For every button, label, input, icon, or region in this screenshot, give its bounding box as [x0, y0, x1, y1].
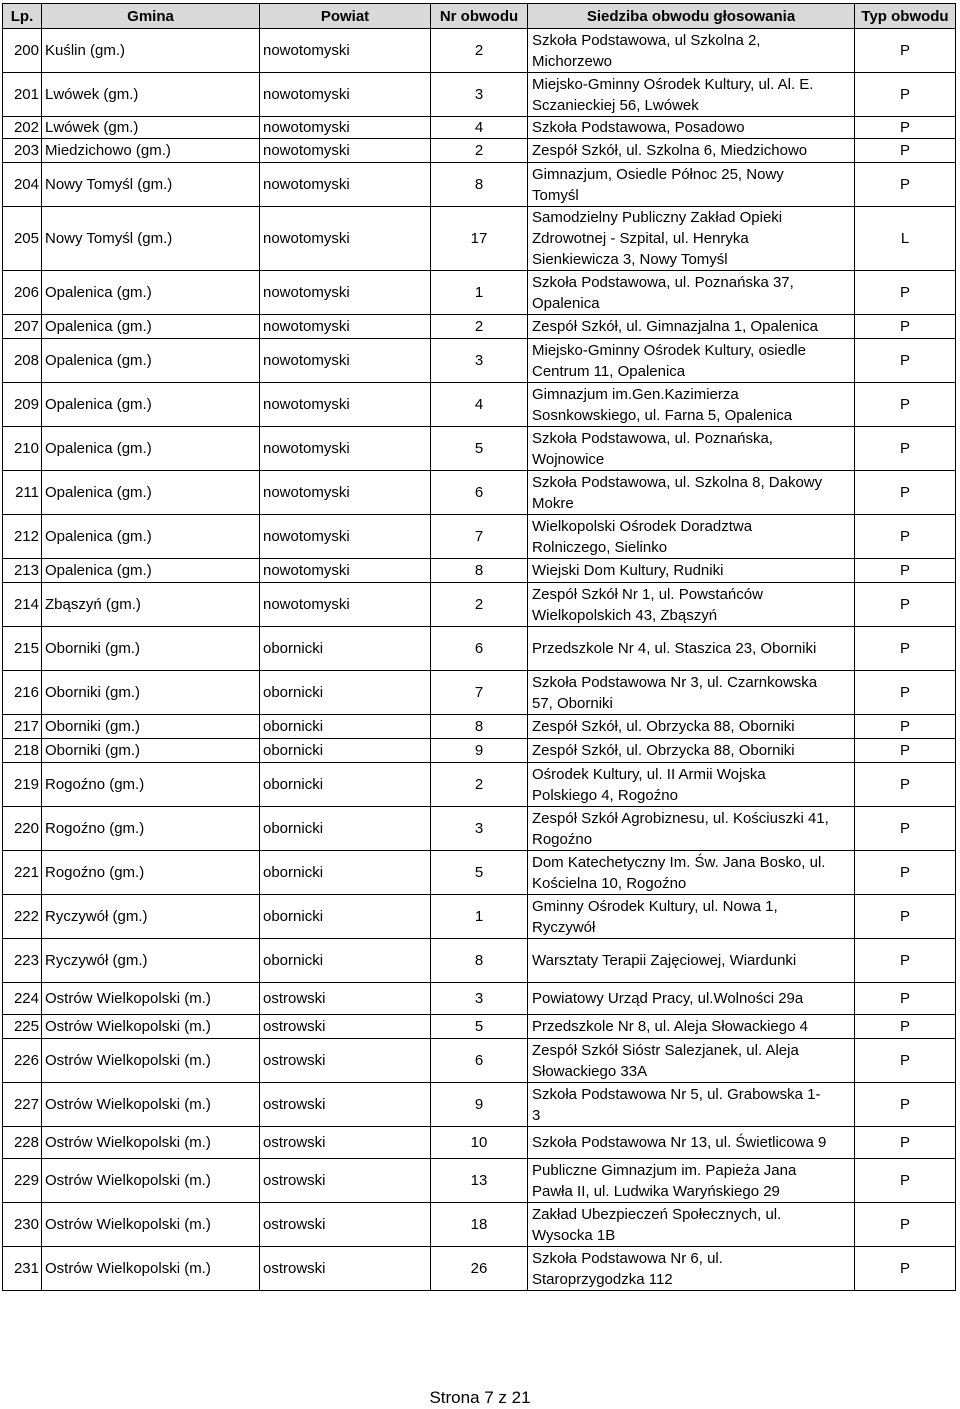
- cell-siedziba: [528, 471, 855, 515]
- cell-siedziba: [528, 427, 855, 471]
- cell-nr-obwodu: 5: [431, 1015, 528, 1039]
- cell-powiat: nowotomyski: [260, 117, 431, 139]
- siedziba-line: Zespół Szkół, ul. Obrzycka 88, Oborniki: [532, 742, 795, 759]
- cell-siedziba: [528, 117, 855, 139]
- cell-nr-obwodu: 7: [431, 671, 528, 715]
- table-row: [3, 1247, 956, 1291]
- table-row: [3, 339, 956, 383]
- cell-powiat: obornicki: [260, 739, 431, 763]
- cell-gmina: Ostrów Wielkopolski (m.): [42, 1039, 260, 1083]
- cell-siedziba: [528, 1247, 855, 1291]
- cell-lp: 201: [3, 73, 42, 117]
- cell-siedziba: [528, 1039, 855, 1083]
- cell-nr-obwodu: 2: [431, 763, 528, 807]
- cell-powiat: ostrowski: [260, 1159, 431, 1203]
- cell-gmina: Oborniki (gm.): [42, 627, 260, 671]
- cell-nr-obwodu: 3: [431, 339, 528, 383]
- cell-powiat: nowotomyski: [260, 315, 431, 339]
- cell-siedziba: [528, 983, 855, 1015]
- cell-nr-obwodu: 2: [431, 29, 528, 73]
- cell-siedziba: [528, 315, 855, 339]
- siedziba-line: Powiatowy Urząd Pracy, ul.Wolności 29a: [532, 990, 804, 1007]
- cell-gmina: Opalenica (gm.): [42, 515, 260, 559]
- cell-lp: 214: [3, 583, 42, 627]
- cell-siedziba: [528, 671, 855, 715]
- header-gmina: Gmina: [42, 4, 260, 29]
- cell-lp: 209: [3, 383, 42, 427]
- cell-siedziba: [528, 29, 855, 73]
- cell-nr-obwodu: 3: [431, 807, 528, 851]
- cell-gmina: Ostrów Wielkopolski (m.): [42, 1247, 260, 1291]
- header-powiat: Powiat: [260, 4, 431, 29]
- siedziba-line: Zespół Szkół, ul. Gimnazjalna 1, Opalenica: [532, 318, 818, 335]
- siedziba-line: Gimnazjum im.Gen.Kazimierza: [532, 385, 739, 403]
- cell-nr-obwodu: 4: [431, 383, 528, 427]
- cell-gmina: Ryczywół (gm.): [42, 895, 260, 939]
- siedziba-line: Wojnowice: [532, 450, 605, 468]
- siedziba-line: Sienkiewicza 3, Nowy Tomyśl: [532, 251, 728, 268]
- cell-gmina: Oborniki (gm.): [42, 671, 260, 715]
- cell-nr-obwodu: 6: [431, 471, 528, 515]
- siedziba-line: Wysocka 1B: [532, 1226, 616, 1244]
- cell-typ-obwodu: P: [855, 1015, 956, 1039]
- table-row: [3, 383, 956, 427]
- cell-gmina: Lwówek (gm.): [42, 117, 260, 139]
- cell-nr-obwodu: 6: [431, 627, 528, 671]
- cell-siedziba: [528, 515, 855, 559]
- cell-lp: 216: [3, 671, 42, 715]
- cell-nr-obwodu: 1: [431, 271, 528, 315]
- cell-typ-obwodu: P: [855, 1247, 956, 1291]
- cell-siedziba: [528, 939, 855, 983]
- cell-typ-obwodu: P: [855, 583, 956, 627]
- table-row: [3, 939, 956, 983]
- siedziba-line: Publiczne Gimnazjum im. Papieża Jana: [532, 1161, 797, 1179]
- siedziba-line: Rolniczego, Sielinko: [532, 538, 668, 556]
- siedziba-line: Szkoła Podstawowa, ul. Szkolna 8, Dakowy: [532, 473, 823, 491]
- table-row: [3, 851, 956, 895]
- siedziba-line: Przedszkole Nr 4, ul. Staszica 23, Oborniki: [532, 640, 817, 657]
- cell-lp: 207: [3, 315, 42, 339]
- cell-lp: 211: [3, 471, 42, 515]
- cell-typ-obwodu: P: [855, 339, 956, 383]
- cell-nr-obwodu: 18: [431, 1203, 528, 1247]
- cell-powiat: nowotomyski: [260, 559, 431, 583]
- header-nr-obwodu: Nr obwodu: [431, 4, 528, 29]
- siedziba-line: Zespół Szkół, ul. Szkolna 6, Miedzichowo: [532, 142, 808, 159]
- cell-lp: 223: [3, 939, 42, 983]
- siedziba-line: Zespół Szkół, ul. Obrzycka 88, Oborniki: [532, 718, 795, 735]
- table-row: [3, 315, 956, 339]
- cell-nr-obwodu: 6: [431, 1039, 528, 1083]
- table-row: [3, 1159, 956, 1203]
- cell-gmina: Ostrów Wielkopolski (m.): [42, 983, 260, 1015]
- siedziba-line: Wielkopolski Ośrodek Doradztwa: [532, 517, 753, 535]
- siedziba-line: Ryczywół: [532, 918, 596, 936]
- cell-powiat: nowotomyski: [260, 29, 431, 73]
- cell-siedziba: [528, 207, 855, 271]
- cell-powiat: ostrowski: [260, 983, 431, 1015]
- table-row: [3, 471, 956, 515]
- cell-typ-obwodu: P: [855, 1159, 956, 1203]
- cell-lp: 217: [3, 715, 42, 739]
- cell-typ-obwodu: P: [855, 715, 956, 739]
- cell-gmina: Opalenica (gm.): [42, 271, 260, 315]
- cell-nr-obwodu: 3: [431, 983, 528, 1015]
- cell-nr-obwodu: 1: [431, 895, 528, 939]
- cell-siedziba: [528, 1127, 855, 1159]
- cell-siedziba: [528, 627, 855, 671]
- cell-nr-obwodu: 10: [431, 1127, 528, 1159]
- cell-typ-obwodu: P: [855, 983, 956, 1015]
- cell-siedziba: [528, 163, 855, 207]
- cell-gmina: Opalenica (gm.): [42, 339, 260, 383]
- siedziba-line: Szkoła Podstawowa Nr 13, ul. Świetlicowa 9: [532, 1134, 827, 1151]
- cell-typ-obwodu: P: [855, 1203, 956, 1247]
- cell-powiat: obornicki: [260, 851, 431, 895]
- cell-siedziba: [528, 139, 855, 163]
- cell-typ-obwodu: P: [855, 895, 956, 939]
- cell-powiat: nowotomyski: [260, 471, 431, 515]
- cell-gmina: Ostrów Wielkopolski (m.): [42, 1159, 260, 1203]
- table-row: [3, 427, 956, 471]
- cell-siedziba: [528, 1203, 855, 1247]
- cell-typ-obwodu: P: [855, 139, 956, 163]
- siedziba-line: Gimnazjum, Osiedle Północ 25, Nowy: [532, 165, 784, 183]
- siedziba-line: Miejsko-Gminny Ośrodek Kultury, osiedle: [532, 341, 806, 359]
- cell-typ-obwodu: P: [855, 383, 956, 427]
- cell-nr-obwodu: 17: [431, 207, 528, 271]
- cell-nr-obwodu: 2: [431, 583, 528, 627]
- cell-lp: 215: [3, 627, 42, 671]
- cell-nr-obwodu: 2: [431, 315, 528, 339]
- siedziba-line: Zakład Ubezpieczeń Społecznych, ul.: [532, 1205, 782, 1223]
- cell-lp: 227: [3, 1083, 42, 1127]
- cell-gmina: Opalenica (gm.): [42, 383, 260, 427]
- cell-gmina: Rogoźno (gm.): [42, 851, 260, 895]
- cell-gmina: Oborniki (gm.): [42, 715, 260, 739]
- polling-districts-table: [2, 3, 956, 1291]
- cell-powiat: obornicki: [260, 939, 431, 983]
- cell-lp: 230: [3, 1203, 42, 1247]
- cell-typ-obwodu: P: [855, 73, 956, 117]
- siedziba-line: Polskiego 4, Rogoźno: [532, 786, 678, 804]
- cell-lp: 224: [3, 983, 42, 1015]
- cell-gmina: Opalenica (gm.): [42, 315, 260, 339]
- cell-typ-obwodu: P: [855, 427, 956, 471]
- siedziba-line: Sczanieckiej 56, Lwówek: [532, 96, 699, 114]
- cell-powiat: ostrowski: [260, 1039, 431, 1083]
- table-row: [3, 715, 956, 739]
- cell-powiat: nowotomyski: [260, 139, 431, 163]
- siedziba-line: Tomyśl: [532, 186, 579, 204]
- cell-typ-obwodu: P: [855, 763, 956, 807]
- cell-siedziba: [528, 715, 855, 739]
- cell-lp: 203: [3, 139, 42, 163]
- siedziba-line: Opalenica: [532, 294, 600, 312]
- table-row: [3, 139, 956, 163]
- cell-lp: 219: [3, 763, 42, 807]
- cell-lp: 210: [3, 427, 42, 471]
- table-row: [3, 627, 956, 671]
- cell-powiat: nowotomyski: [260, 271, 431, 315]
- table-row: [3, 515, 956, 559]
- cell-siedziba: [528, 1159, 855, 1203]
- header-typ-obwodu: Typ obwodu: [855, 4, 956, 29]
- cell-powiat: obornicki: [260, 807, 431, 851]
- cell-lp: 222: [3, 895, 42, 939]
- cell-nr-obwodu: 5: [431, 851, 528, 895]
- cell-gmina: Oborniki (gm.): [42, 739, 260, 763]
- siedziba-line: Gminny Ośrodek Kultury, ul. Nowa 1,: [532, 897, 778, 915]
- cell-lp: 212: [3, 515, 42, 559]
- siedziba-line: Szkoła Podstawowa, ul Szkolna 2,: [532, 31, 761, 49]
- cell-powiat: nowotomyski: [260, 207, 431, 271]
- table-row: [3, 1203, 956, 1247]
- siedziba-line: Mokre: [532, 494, 574, 512]
- cell-powiat: nowotomyski: [260, 339, 431, 383]
- cell-powiat: obornicki: [260, 715, 431, 739]
- siedziba-line: Centrum 11, Opalenica: [532, 362, 686, 380]
- table-row: [3, 1083, 956, 1127]
- cell-nr-obwodu: 8: [431, 559, 528, 583]
- cell-nr-obwodu: 8: [431, 715, 528, 739]
- cell-gmina: Kuślin (gm.): [42, 29, 260, 73]
- cell-nr-obwodu: 8: [431, 163, 528, 207]
- table-row: [3, 73, 956, 117]
- cell-powiat: nowotomyski: [260, 73, 431, 117]
- table-row: [3, 983, 956, 1015]
- cell-typ-obwodu: P: [855, 939, 956, 983]
- header-siedziba: Siedziba obwodu głosowania: [528, 4, 855, 29]
- cell-lp: 200: [3, 29, 42, 73]
- cell-lp: 226: [3, 1039, 42, 1083]
- cell-siedziba: [528, 739, 855, 763]
- table-row: [3, 271, 956, 315]
- cell-typ-obwodu: P: [855, 807, 956, 851]
- cell-powiat: ostrowski: [260, 1083, 431, 1127]
- cell-typ-obwodu: P: [855, 851, 956, 895]
- siedziba-line: Kościelna 10, Rogoźno: [532, 874, 687, 892]
- cell-lp: 204: [3, 163, 42, 207]
- table-row: [3, 117, 956, 139]
- cell-gmina: Opalenica (gm.): [42, 559, 260, 583]
- cell-siedziba: [528, 271, 855, 315]
- cell-typ-obwodu: P: [855, 627, 956, 671]
- siedziba-line: Warsztaty Terapii Zajęciowej, Wiardunki: [532, 952, 797, 969]
- cell-siedziba: [528, 763, 855, 807]
- header-lp: Lp.: [3, 4, 42, 29]
- cell-powiat: ostrowski: [260, 1247, 431, 1291]
- siedziba-line: Szkoła Podstawowa, ul. Poznańska,: [532, 429, 773, 447]
- siedziba-line: Zespół Szkół Nr 1, ul. Powstańców: [532, 585, 763, 603]
- cell-typ-obwodu: P: [855, 1127, 956, 1159]
- cell-nr-obwodu: 9: [431, 739, 528, 763]
- cell-typ-obwodu: P: [855, 1083, 956, 1127]
- siedziba-line: 3: [532, 1106, 541, 1124]
- cell-typ-obwodu: P: [855, 1039, 956, 1083]
- cell-lp: 205: [3, 207, 42, 271]
- cell-nr-obwodu: 3: [431, 73, 528, 117]
- cell-lp: 225: [3, 1015, 42, 1039]
- cell-lp: 228: [3, 1127, 42, 1159]
- siedziba-line: Rogoźno: [532, 830, 593, 848]
- cell-powiat: nowotomyski: [260, 583, 431, 627]
- siedziba-line: Wiejski Dom Kultury, Rudniki: [532, 562, 724, 579]
- cell-powiat: nowotomyski: [260, 427, 431, 471]
- siedziba-line: Szkoła Podstawowa, ul. Poznańska 37,: [532, 273, 794, 291]
- page-footer: Strona 7 z 21: [429, 1388, 531, 1407]
- cell-typ-obwodu: P: [855, 671, 956, 715]
- table-row: [3, 1127, 956, 1159]
- cell-powiat: obornicki: [260, 895, 431, 939]
- siedziba-line: Zespół Szkół Sióstr Salezjanek, ul. Aleja: [532, 1041, 799, 1059]
- cell-typ-obwodu: P: [855, 471, 956, 515]
- table-row: [3, 559, 956, 583]
- cell-powiat: nowotomyski: [260, 163, 431, 207]
- table-row: [3, 895, 956, 939]
- cell-lp: 202: [3, 117, 42, 139]
- siedziba-line: Słowackiego 33A: [532, 1062, 648, 1080]
- table-row: [3, 207, 956, 271]
- siedziba-line: Michorzewo: [532, 52, 613, 70]
- cell-typ-obwodu: P: [855, 29, 956, 73]
- cell-nr-obwodu: 5: [431, 427, 528, 471]
- siedziba-line: Szkoła Podstawowa Nr 6, ul.: [532, 1249, 723, 1267]
- cell-lp: 231: [3, 1247, 42, 1291]
- cell-lp: 220: [3, 807, 42, 851]
- cell-gmina: Ostrów Wielkopolski (m.): [42, 1083, 260, 1127]
- siedziba-line: 57, Oborniki: [532, 694, 613, 712]
- siedziba-line: Staroprzygodzka 112: [532, 1270, 673, 1288]
- cell-typ-obwodu: P: [855, 117, 956, 139]
- cell-nr-obwodu: 26: [431, 1247, 528, 1291]
- cell-siedziba: [528, 1083, 855, 1127]
- cell-siedziba: [528, 383, 855, 427]
- siedziba-line: Wielkopolskich 43, Zbąszyń: [532, 606, 718, 624]
- cell-typ-obwodu: P: [855, 515, 956, 559]
- cell-siedziba: [528, 895, 855, 939]
- cell-nr-obwodu: 8: [431, 939, 528, 983]
- cell-powiat: nowotomyski: [260, 515, 431, 559]
- siedziba-line: Szkoła Podstawowa Nr 3, ul. Czarnkowska: [532, 673, 818, 691]
- cell-powiat: ostrowski: [260, 1203, 431, 1247]
- cell-nr-obwodu: 9: [431, 1083, 528, 1127]
- table-row: [3, 1015, 956, 1039]
- siedziba-line: Dom Katechetyczny Im. Św. Jana Bosko, ul.: [532, 853, 826, 871]
- siedziba-line: Zdrowotnej - Szpital, ul. Henryka: [532, 230, 749, 247]
- siedziba-line: Zespół Szkół Agrobiznesu, ul. Kościuszki 41,: [532, 809, 829, 827]
- cell-gmina: Lwówek (gm.): [42, 73, 260, 117]
- siedziba-line: Ośrodek Kultury, ul. II Armii Wojska: [532, 765, 766, 783]
- cell-typ-obwodu: P: [855, 271, 956, 315]
- cell-nr-obwodu: 7: [431, 515, 528, 559]
- cell-lp: 213: [3, 559, 42, 583]
- siedziba-line: Sosnkowskiego, ul. Farna 5, Opalenica: [532, 406, 793, 424]
- table-row: [3, 807, 956, 851]
- cell-gmina: Ryczywół (gm.): [42, 939, 260, 983]
- cell-gmina: Miedzichowo (gm.): [42, 139, 260, 163]
- cell-powiat: obornicki: [260, 763, 431, 807]
- cell-gmina: Rogoźno (gm.): [42, 807, 260, 851]
- cell-powiat: ostrowski: [260, 1015, 431, 1039]
- cell-gmina: Opalenica (gm.): [42, 471, 260, 515]
- cell-gmina: Ostrów Wielkopolski (m.): [42, 1015, 260, 1039]
- cell-powiat: obornicki: [260, 671, 431, 715]
- cell-gmina: Nowy Tomyśl (gm.): [42, 163, 260, 207]
- cell-lp: 206: [3, 271, 42, 315]
- siedziba-line: Szkoła Podstawowa Nr 5, ul. Grabowska 1-: [532, 1085, 821, 1103]
- cell-nr-obwodu: 2: [431, 139, 528, 163]
- siedziba-line: Samodzielny Publiczny Zakład Opieki: [532, 209, 783, 226]
- cell-lp: 229: [3, 1159, 42, 1203]
- cell-typ-obwodu: P: [855, 315, 956, 339]
- cell-typ-obwodu: P: [855, 739, 956, 763]
- table-header-row: [3, 4, 956, 29]
- cell-siedziba: [528, 1015, 855, 1039]
- table-row: [3, 163, 956, 207]
- table-row: [3, 739, 956, 763]
- cell-gmina: Nowy Tomyśl (gm.): [42, 207, 260, 271]
- cell-typ-obwodu: P: [855, 559, 956, 583]
- cell-gmina: Zbąszyń (gm.): [42, 583, 260, 627]
- cell-lp: 208: [3, 339, 42, 383]
- cell-gmina: Ostrów Wielkopolski (m.): [42, 1127, 260, 1159]
- cell-lp: 218: [3, 739, 42, 763]
- cell-powiat: ostrowski: [260, 1127, 431, 1159]
- table-row: [3, 1039, 956, 1083]
- cell-siedziba: [528, 73, 855, 117]
- cell-siedziba: [528, 339, 855, 383]
- table-row: [3, 671, 956, 715]
- cell-gmina: Opalenica (gm.): [42, 427, 260, 471]
- cell-siedziba: [528, 807, 855, 851]
- cell-lp: 221: [3, 851, 42, 895]
- siedziba-line: Pawła II, ul. Ludwika Waryńskiego 29: [532, 1182, 780, 1200]
- cell-nr-obwodu: 4: [431, 117, 528, 139]
- siedziba-line: Szkoła Podstawowa, Posadowo: [532, 119, 745, 136]
- cell-gmina: Rogoźno (gm.): [42, 763, 260, 807]
- cell-siedziba: [528, 851, 855, 895]
- cell-gmina: Ostrów Wielkopolski (m.): [42, 1203, 260, 1247]
- cell-powiat: obornicki: [260, 627, 431, 671]
- table-row: [3, 763, 956, 807]
- cell-siedziba: [528, 559, 855, 583]
- cell-typ-obwodu: P: [855, 163, 956, 207]
- table-row: [3, 29, 956, 73]
- siedziba-line: Przedszkole Nr 8, ul. Aleja Słowackiego 4: [532, 1018, 808, 1035]
- cell-nr-obwodu: 13: [431, 1159, 528, 1203]
- cell-powiat: nowotomyski: [260, 383, 431, 427]
- siedziba-line: Miejsko-Gminny Ośrodek Kultury, ul. Al. E.: [532, 75, 814, 93]
- table-row: [3, 583, 956, 627]
- cell-siedziba: [528, 583, 855, 627]
- cell-typ-obwodu: L: [855, 207, 956, 271]
